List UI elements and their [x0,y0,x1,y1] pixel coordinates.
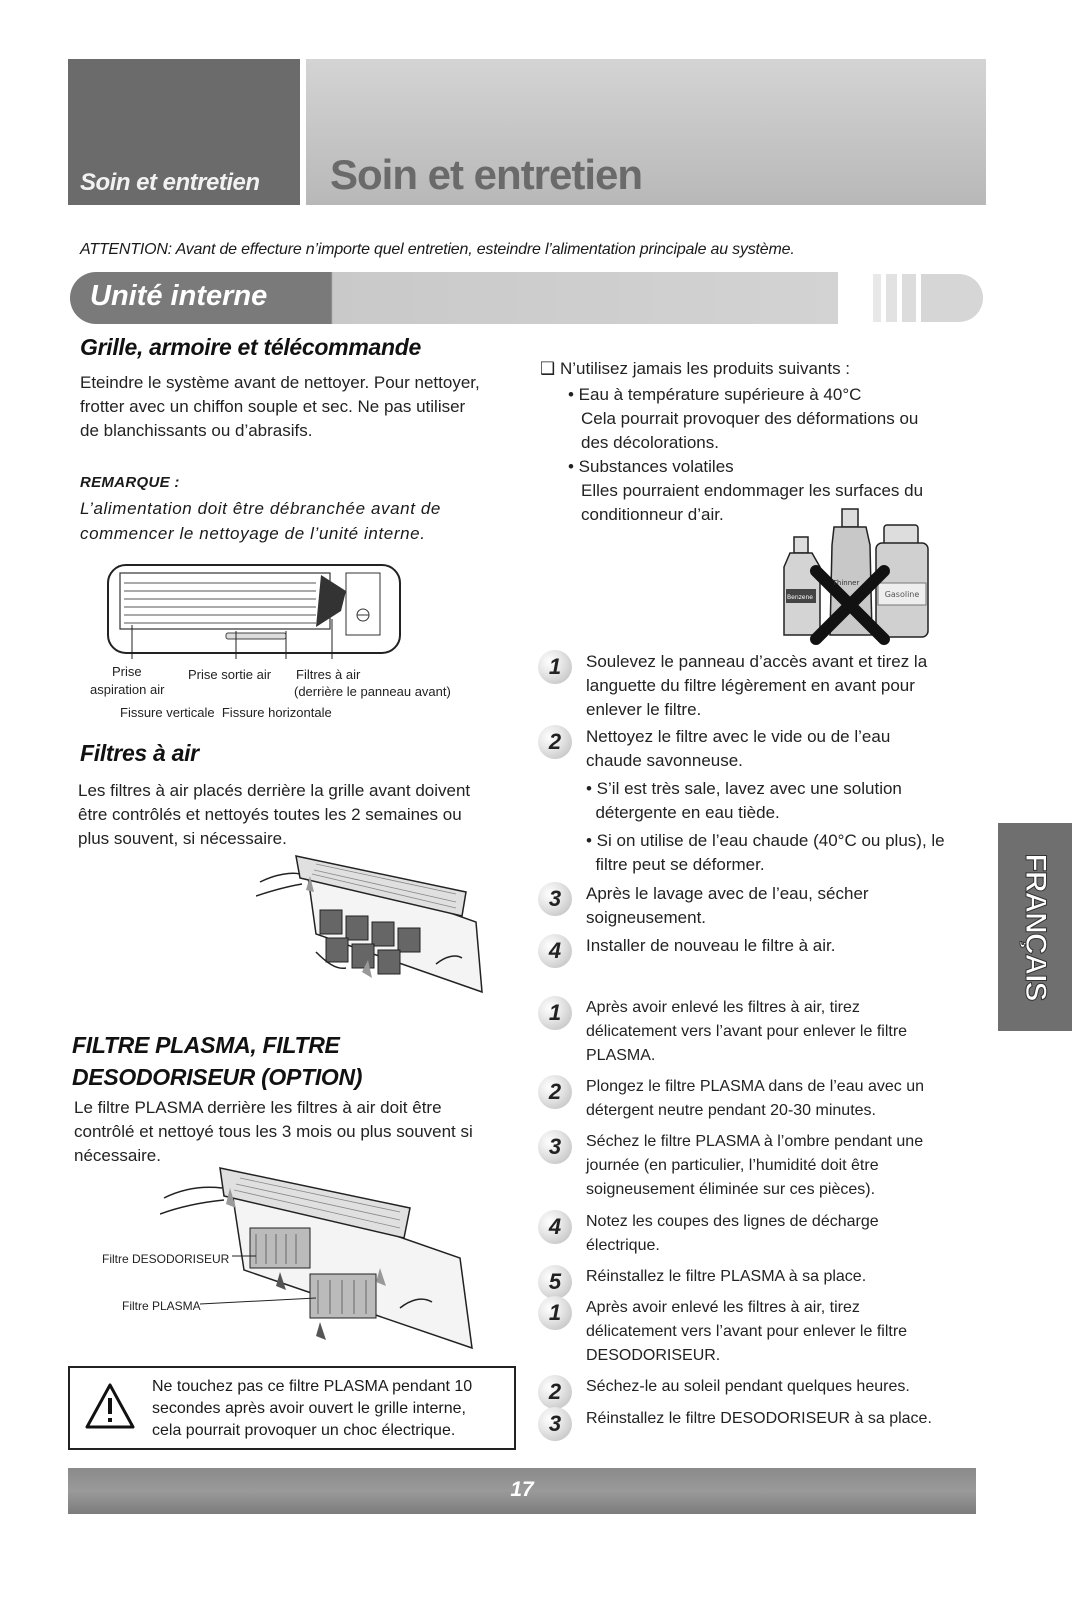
step-line: Après avoir enlevé les filtres à air, tirez [586,999,860,1016]
step-number-badge: 2 [538,1375,572,1409]
step-line: Après avoir enlevé les filtres à air, tirez [586,1299,860,1316]
step-bullet: détergente en eau tiède. [586,803,780,822]
page-title: Soin et entretien [330,151,643,198]
heading-plasma-line: FILTRE PLASMA, FILTRE [72,1032,340,1058]
step-text [586,1296,976,1368]
label-filtres: Filtres à air [296,667,361,682]
step-line: languette du filtre légèrement en avant pour [586,676,915,695]
step-line: Installer de nouveau le filtre à air. [586,936,836,955]
filtres-body [78,779,528,851]
product-line: Cela pourrait provoquer des déformations ou [581,409,919,428]
step-number-badge: 2 [538,1075,572,1109]
filtres-body-line: être contrôlés et nettoyés toutes les 2 semaines ou [78,805,462,824]
page-number: 17 [510,1478,534,1501]
warning-line: Ne touchez pas ce filtre PLASMA pendant 10 [152,1378,473,1395]
note-body [80,496,520,546]
step-line: électrique. [586,1237,660,1254]
product-bullet: • Eau à température supérieure à 40°C [568,385,862,404]
plasma-body-line: nécessaire. [74,1146,161,1165]
header-section-tab [68,59,300,205]
step-text [586,996,976,1068]
heading-plasma-line: DESODORISEUR (OPTION) [72,1064,363,1090]
filtres-body-line: Les filtres à air placés derrière la grille avant doivent [78,781,471,800]
note-line: L’alimentation doit être débranchée avant de [80,499,441,518]
bottle-label-benzene: Benzene [787,594,813,601]
step-text [586,725,976,877]
note-line: commencer le nettoyage de l’unité interne. [80,524,426,543]
bottles-illustration [780,505,932,645]
product-item [540,383,980,455]
warning-text [152,1376,512,1442]
heading-plasma [72,1029,362,1093]
step-line: Soulevez le panneau d’accès avant et tirez la [586,652,928,671]
step-line: Nettoyez le filtre avec le vide ou de l’eau [586,727,891,746]
step-text [586,1130,976,1202]
section-band [70,272,838,324]
step-line: Séchez-le au soleil pendant quelques heures. [586,1378,910,1395]
heading-grille: Grille, armoire et télécommande [80,334,421,360]
note-heading: REMARQUE : [80,474,180,491]
step-number-badge: 3 [538,1407,572,1441]
step-line: détergent neutre pendant 20-30 minutes. [586,1102,876,1119]
step-line: soigneusement éliminée sur ces pièces). [586,1181,876,1198]
plasma-body-line: Le filtre PLASMA derrière les filtres à air doit être [74,1098,442,1117]
product-line: des décolorations. [581,433,719,452]
language-tab [998,823,1072,1031]
label-aspiration: aspiration air [90,682,165,697]
heading-filtres: Filtres à air [80,740,199,766]
step-number-badge: 3 [538,1130,572,1164]
step-bullet: • Si on utilise de l’eau chaude (40°C ou plus), le [586,831,945,850]
step-number-badge: 5 [538,1265,572,1299]
product-line: Elles pourraient endommager les surfaces du [581,481,924,500]
step-line: Notez les coupes des lignes de décharge [586,1213,879,1230]
indoor-unit-diagram [106,561,406,661]
step-line: Réinstallez le filtre PLASMA à sa place. [586,1268,867,1285]
step-text [586,882,976,930]
step-line: Après le lavage avec de l’eau, sécher [586,884,869,903]
warning-line: cela pourrait provoquer un choc électrique. [152,1422,456,1439]
step-number-badge: 1 [538,650,572,684]
step-line: DESODORISEUR. [586,1347,721,1364]
products-list [540,357,980,527]
warning-box [68,1366,516,1450]
grille-body-line: frotter avec un chiffon souple et sec. Ne pas utiliser [80,397,466,416]
air-filter-removal-illustration [256,852,488,1000]
label-deodorizer-filter: Filtre DESODORISEUR [102,1252,230,1266]
label-prise: Prise [112,664,142,679]
attention-notice: ATTENTION: Avant de effecture n’importe quel entretien, esteindre l’alimentation principale au système. [80,241,795,258]
bottle-label-gasoline: Gasoline [884,590,920,599]
products-intro: ❑ N’utilisez jamais les produits suivants : [540,359,851,378]
label-plasma-filter: Filtre PLASMA [122,1299,201,1313]
footer-bar [68,1468,976,1514]
grille-body [80,371,530,443]
step-bullet: • S’il est très sale, lavez avec une solution [586,779,902,798]
step-text [586,1407,976,1431]
step-text [586,650,976,722]
step-line: Réinstallez le filtre DESODORISEUR à sa place. [586,1410,932,1427]
language-tab-label: FRANÇAIS [1019,853,1052,1001]
step-text [586,1210,976,1258]
step-line: journée (en particulier, l’humidité doit être [586,1157,879,1174]
step-text [586,934,976,958]
step-bullet: filtre peut se déformer. [586,855,765,874]
step-number-badge: 1 [538,996,572,1030]
filtres-body-line: plus souvent, si nécessaire. [78,829,287,848]
step-text [586,1265,976,1289]
step-line: chaude savonneuse. [586,751,743,770]
product-bullet: • Substances volatiles [568,457,734,476]
label-derriere: (derrière le panneau avant) [294,684,451,699]
product-line: conditionneur d’air. [581,505,724,524]
bottle-label-thinner: Thinner [832,579,860,587]
step-text [586,1075,976,1123]
warning-icon [84,1382,136,1430]
warning-line: secondes après avoir ouvert le grille interne, [152,1400,466,1417]
step-line: délicatement vers l’avant pour enlever le filtre [586,1023,908,1040]
step-number-badge: 1 [538,1296,572,1330]
step-text [586,1375,976,1399]
section-title: Unité interne [90,280,268,312]
step-number-badge: 4 [538,1210,572,1244]
header-section-label: Soin et entretien [80,169,260,196]
grille-body-line: de blanchissants ou d’abrasifs. [80,421,313,440]
step-number-badge: 2 [538,725,572,759]
label-prise-sortie: Prise sortie air [188,667,272,682]
step-line: Plongez le filtre PLASMA dans de l’eau avec un [586,1078,924,1095]
step-number-badge: 3 [538,882,572,916]
header-banner [306,59,986,205]
step-line: délicatement vers l’avant pour enlever le filtre [586,1323,908,1340]
step-line: Séchez le filtre PLASMA à l’ombre pendant une [586,1133,924,1150]
step-line: enlever le filtre. [586,700,702,719]
band-decoration [873,272,985,324]
label-fissures: Fissure verticale Fissure horizontale [120,705,332,720]
step-number-badge: 4 [538,934,572,968]
step-line: PLASMA. [586,1047,656,1064]
step-line: soigneusement. [586,908,707,927]
plasma-body-line: contrôlé et nettoyé tous les 3 mois ou plus souvent si [74,1122,473,1141]
grille-body-line: Eteindre le système avant de nettoyer. Pour nettoyer, [80,373,480,392]
